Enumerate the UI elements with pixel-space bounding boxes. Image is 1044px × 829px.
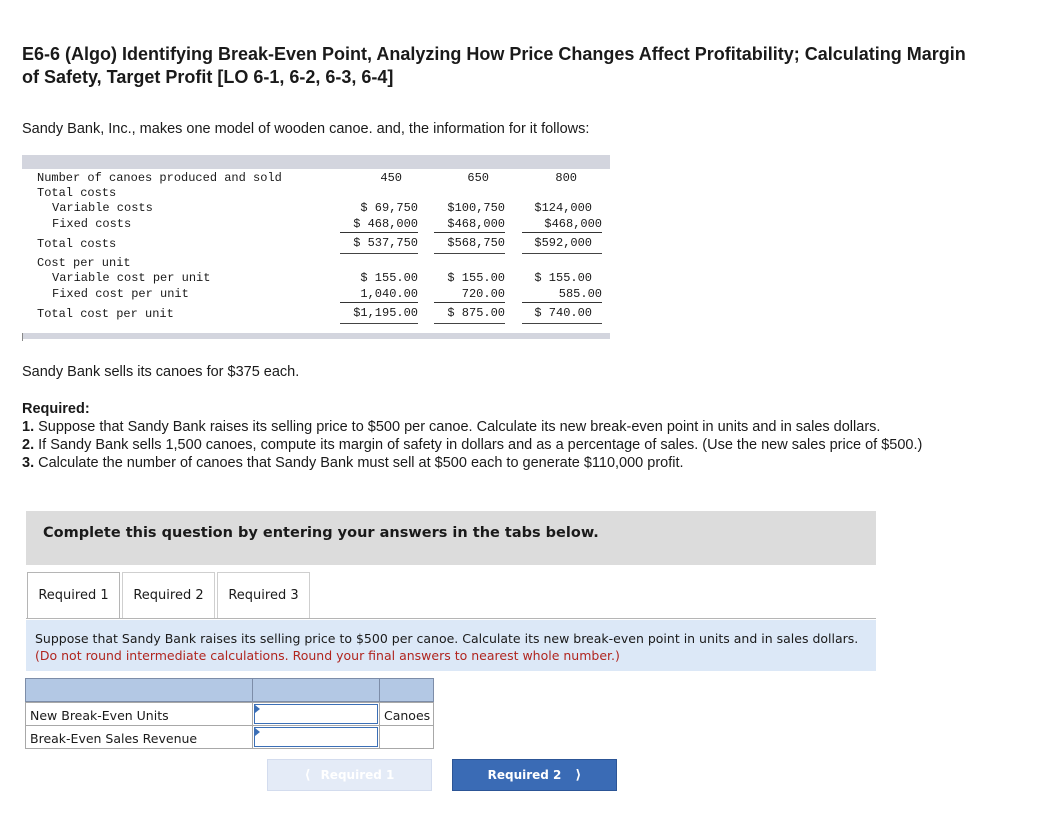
required-heading: Required: — [22, 401, 90, 417]
required-section — [22, 400, 962, 472]
row2-unit-cell — [379, 725, 434, 749]
tab-required-2[interactable]: Required 2 — [122, 572, 215, 618]
table-top-bar — [22, 155, 610, 169]
row2-label: Break-Even Sales Revenue — [30, 731, 198, 746]
price-note: Sandy Bank sells its canoes for $375 each. — [22, 364, 300, 380]
tcpu-650: $ 875.00 — [447, 306, 505, 320]
next-button-label: Required 2 — [487, 768, 562, 782]
total-costs-800: $592,000 — [534, 236, 592, 250]
question-text: Suppose that Sandy Bank raises its selling price to $500 per canoe. Calculate its new break-even point in units and in sales dollars. — [35, 631, 859, 646]
chevron-left-icon: ⟨ — [304, 767, 311, 783]
required-item-1 — [22, 418, 962, 436]
total-cost-per-unit-label: Total cost per unit — [37, 307, 174, 321]
tcpu-800: $ 740.00 — [534, 306, 592, 320]
fcpu-800: 585.00 — [522, 287, 602, 303]
rule2-450 — [340, 323, 418, 324]
fcpu-650: 720.00 — [434, 287, 505, 303]
grid-header-divider-2 — [379, 678, 380, 702]
total-costs-heading: Total costs — [37, 186, 117, 200]
rule2-800 — [522, 323, 602, 324]
banner-text: Complete this question by entering your answers in the tabs below. — [43, 525, 599, 541]
table-bottom-bar — [22, 333, 610, 339]
item-2-number: 2. — [22, 437, 35, 453]
variable-costs-800: $124,000 — [534, 201, 592, 215]
vcpu-800: $ 155.00 — [534, 271, 592, 285]
units-650: 650 — [467, 171, 489, 185]
rule-650 — [434, 253, 505, 254]
vcpu-450: $ 155.00 — [360, 271, 418, 285]
prev-button-label: Required 1 — [320, 768, 395, 782]
variable-cost-per-unit-label: Variable cost per unit — [52, 271, 211, 285]
rule-800 — [522, 253, 602, 254]
tcpu-450: $1,195.00 — [353, 306, 418, 320]
fcpu-450: 1,040.00 — [340, 287, 418, 303]
rule-450 — [340, 253, 418, 254]
item-3-text: Calculate the number of canoes that Sandy Bank must sell at $500 each to generate $110,000 profit. — [38, 455, 684, 471]
total-costs-label: Total costs — [37, 237, 117, 251]
cost-table — [22, 155, 610, 340]
variable-costs-450: $ 69,750 — [360, 201, 418, 215]
fixed-costs-label: Fixed costs — [52, 217, 132, 231]
tab-required-1[interactable]: Required 1 — [27, 572, 120, 618]
row2-label-cell — [25, 725, 253, 749]
break-even-sales-input[interactable] — [254, 727, 378, 747]
next-button[interactable] — [452, 759, 617, 791]
instructions-banner — [26, 511, 876, 565]
chevron-right-icon: ⟩ — [575, 767, 582, 783]
tab-required-3[interactable]: Required 3 — [217, 572, 310, 618]
vcpu-650: $ 155.00 — [447, 271, 505, 285]
grid-header-divider-1 — [252, 678, 253, 702]
intro-text: Sandy Bank, Inc., makes one model of wooden canoe. and, the information for it follows: — [22, 121, 590, 137]
input-marker-icon — [255, 705, 260, 713]
required-item-3 — [22, 454, 962, 472]
item-1-number: 1. — [22, 419, 35, 435]
answer-grid — [25, 678, 434, 749]
row2-input-cell — [252, 725, 380, 749]
total-costs-650: $568,750 — [447, 236, 505, 250]
variable-costs-label: Variable costs — [52, 201, 153, 215]
variable-costs-650: $100,750 — [447, 201, 505, 215]
item-1-text: Suppose that Sandy Bank raises its selling price to $500 per canoe. Calculate its new break-even point in units and in sales dollars. — [38, 419, 881, 435]
break-even-units-input[interactable] — [254, 704, 378, 724]
rule2-650 — [434, 323, 505, 324]
table-corner-mark — [22, 333, 23, 341]
units-450: 450 — [380, 171, 402, 185]
total-costs-450: $ 537,750 — [353, 236, 418, 250]
units-label: Number of canoes produced and sold — [37, 171, 282, 185]
units-800: 800 — [555, 171, 577, 185]
cost-per-unit-heading: Cost per unit — [37, 256, 131, 270]
page-title: E6-6 (Algo) Identifying Break-Even Point, Analyzing How Price Changes Affect Profitability; Calculating Margin of Safety, Target Profit [LO 6-1, 6-2, 6-3, 6-4] — [22, 44, 966, 87]
row1-unit: Canoes — [384, 708, 431, 723]
input-marker-icon — [255, 728, 260, 736]
item-3-number: 3. — [22, 455, 35, 471]
row1-input-cell — [252, 702, 380, 726]
question-box — [26, 620, 876, 671]
fixed-costs-800: $468,000 — [522, 217, 602, 233]
item-2-text: If Sandy Bank sells 1,500 canoes, compute its margin of safety in dollars and as a percentage of sales. (Use the new sales price of $500.) — [38, 437, 923, 453]
fixed-cost-per-unit-label: Fixed cost per unit — [52, 287, 189, 301]
prev-button[interactable] — [267, 759, 432, 791]
tab-divider — [26, 618, 876, 619]
question-note: (Do not round intermediate calculations. Round your final answers to nearest whole number.) — [35, 648, 620, 663]
fixed-costs-650: $468,000 — [434, 217, 505, 233]
row1-label: New Break-Even Units — [30, 708, 169, 723]
row1-unit-cell — [379, 702, 434, 726]
required-item-2 — [22, 436, 962, 454]
grid-header — [25, 678, 434, 702]
row1-label-cell — [25, 702, 253, 726]
fixed-costs-450: $ 468,000 — [340, 217, 418, 233]
